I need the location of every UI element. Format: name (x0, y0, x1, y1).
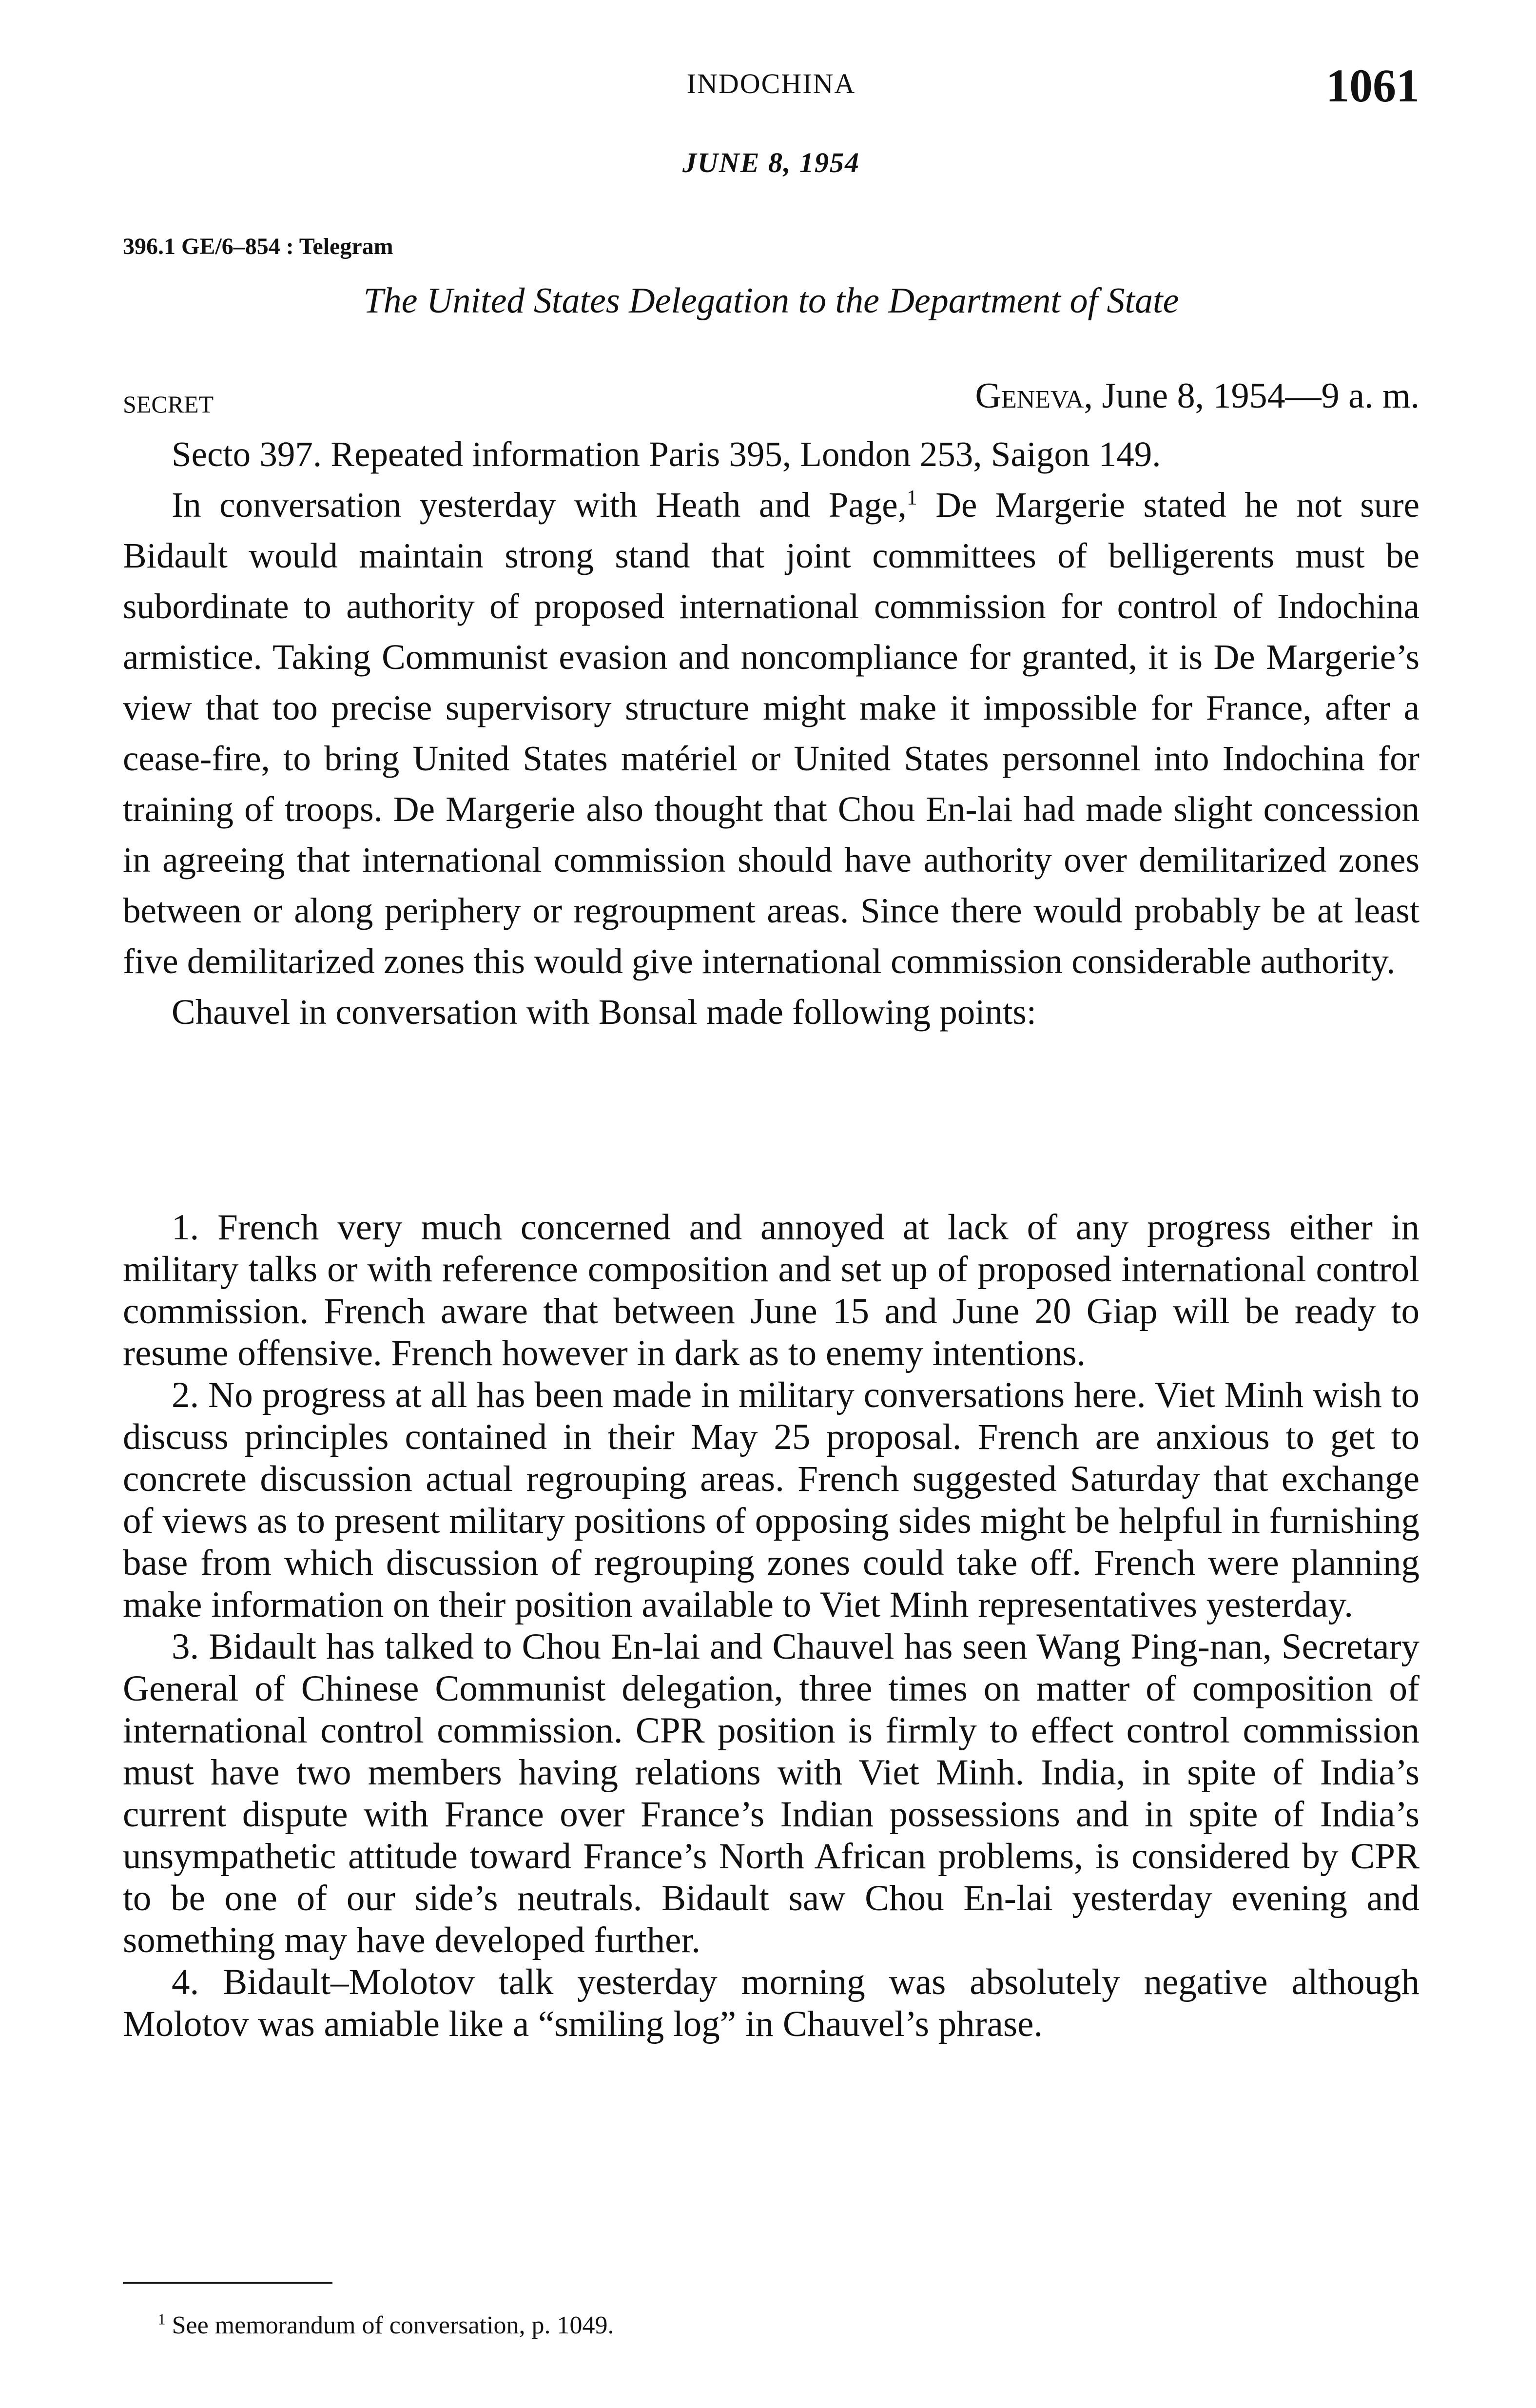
running-title: INDOCHINA (686, 68, 856, 99)
body-paragraph-2: Chauvel in conversation with Bonsal made following points: (172, 992, 1037, 1032)
footnote-mark: 1 (158, 2310, 166, 2328)
running-head (123, 59, 1419, 112)
document-title: The United States Delegation to the Department of State (363, 281, 1179, 321)
telegram-body (123, 429, 1419, 1038)
point-3: 3. Bidault has talked to Chou En-lai and Chauvel has seen Wang Ping-nan, Secretary General of Chinese Communist delegation, three times on matter of composition of international control commission. CPR position is firmly to effect control commission must have two members having relations with Viet Minh. India, in spite of India’s current dispute with France over France’s Indian possessions and in spite of India’s unsympathetic attitude toward France’s North African problems, is considered by CPR to be one of our side’s neutrals. Bidault saw Chou En-lai yesterday evening and something may have developed further. (123, 1626, 1419, 1960)
dateline (975, 375, 1419, 417)
paragraph-1-rest: De Margerie stated he not sure Bidault would maintain strong stand that joint committees of belligerents must be subordinate to authority of proposed international commission for control of Indochina armistice. Taking Communist evasion and noncompliance for granted, it is De Margerie’s view that too precise supervisory structure might make it impossible for France, after a cease-fire, to bring United States matériel or United States personnel into Indochina for training of troops. De Margerie also thought that Chou En-lai had made slight concession in agreeing that international commission should have authority over demilitarized zones between or along periphery or regroupment areas. Since there would probably be at least five demilitarized zones this would give international commission considerable authority. (123, 485, 1419, 981)
date-heading: JUNE 8, 1954 (682, 147, 860, 178)
paragraph-1-start: In conversation yesterday with Heath and Page, (172, 485, 907, 525)
opening-paragraph: Secto 397. Repeated information Paris 395, London 253, Saigon 149. (172, 434, 1161, 474)
classification-label: SECRET (123, 391, 214, 418)
footnote-text: See memorandum of conversation, p. 1049. (165, 2311, 614, 2339)
dateline-date: , June 8, 1954—9 a. m. (1084, 376, 1419, 416)
footnote-reference: 1 (906, 486, 917, 509)
page-number: 1061 (1326, 59, 1419, 112)
numbered-points (123, 1207, 1419, 2045)
footnote-divider (123, 2282, 332, 2284)
file-reference: 396.1 GE/6–854 : Telegram (123, 234, 393, 259)
point-2: 2. No progress at all has been made in military conversations here. Viet Minh wish to discuss principles contained in their May 25 proposal. French are anxious to get to concrete discussion actual regrouping areas. French suggested Saturday that exchange of views as to present military positions of opposing sides might be helpful in furnishing base from which discussion of regrouping zones could take off. French were planning make information on their position available to Viet Minh representatives yesterday. (123, 1375, 1419, 1625)
point-1: 1. French very much concerned and annoyed at lack of any progress either in military talks or with reference composition and set up of proposed international control commission. French aware that between June 15 and June 20 Giap will be ready to resume offensive. French however in dark as to enemy intentions. (123, 1207, 1419, 1373)
point-4: 4. Bidault–Molotov talk yesterday morning was absolutely negative although Molotov was amiable like a “smiling log” in Chauvel’s phrase. (123, 1962, 1419, 2044)
document-page (123, 0, 1419, 2408)
dateline-place: Geneva (975, 376, 1084, 416)
body-paragraph-1 (123, 480, 1419, 987)
footnote (158, 2311, 614, 2340)
